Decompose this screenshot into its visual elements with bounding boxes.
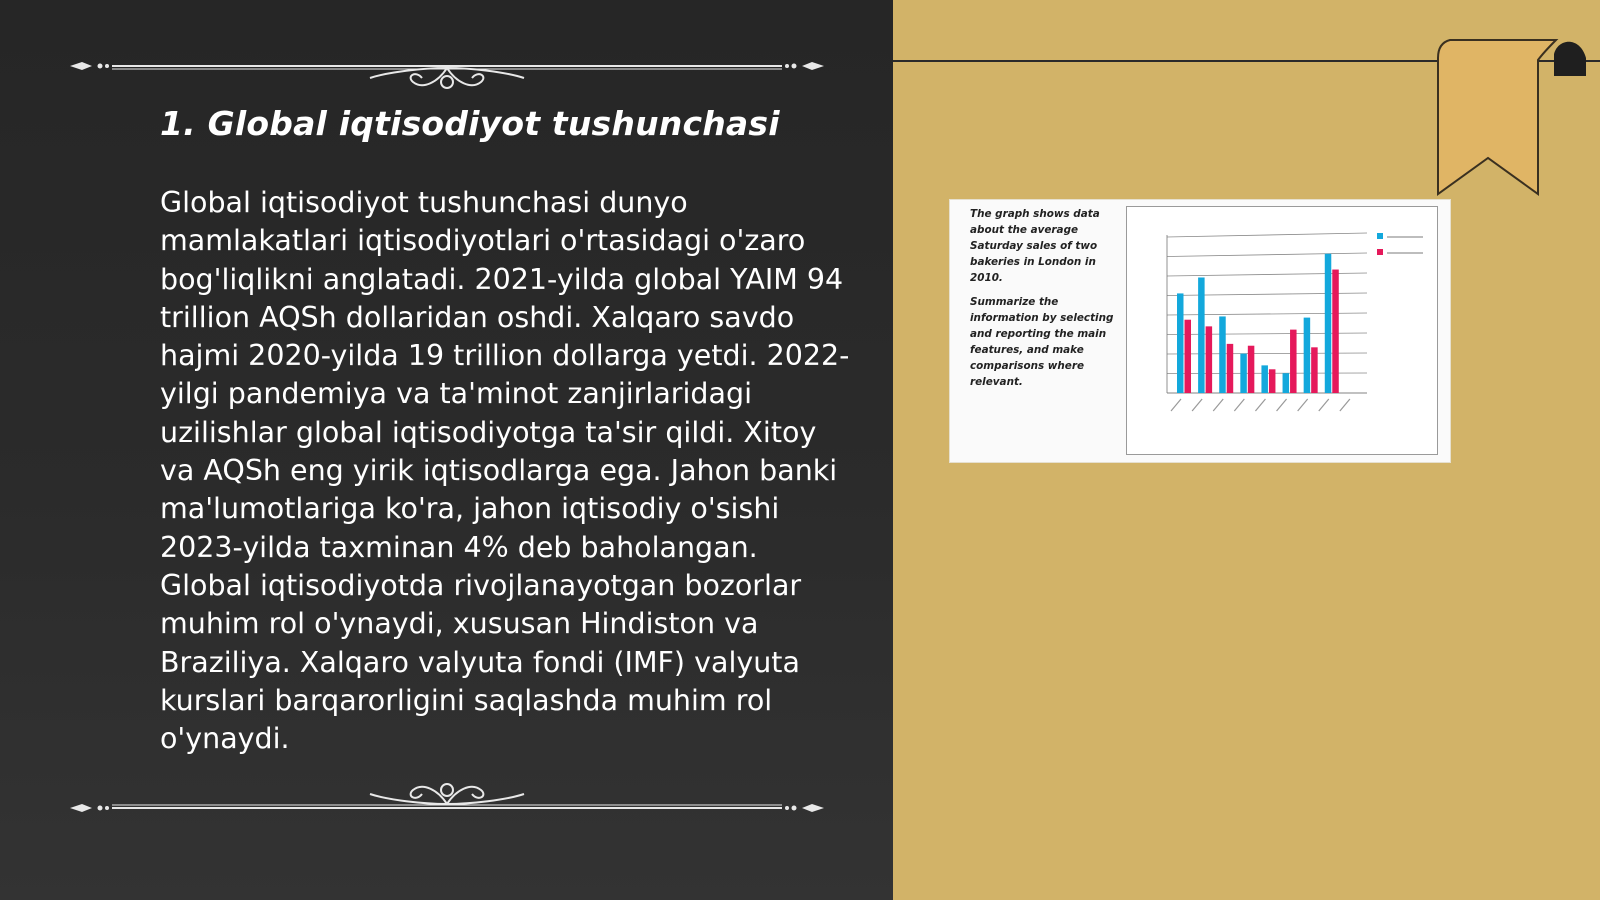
x-tick-label-mark: [1298, 399, 1308, 411]
ribbon-bookmark-icon: [1430, 36, 1590, 200]
chart-bar: [1198, 277, 1205, 393]
chart-bar: [1177, 293, 1184, 393]
x-tick-label-mark: [1340, 399, 1350, 411]
chart-bar: [1248, 346, 1255, 393]
gridline: [1167, 233, 1367, 237]
chart-bar: [1227, 344, 1234, 393]
chart-bar: [1332, 270, 1339, 393]
slide-title: 1. Global iqtisodiyot tushunchasi: [160, 104, 780, 143]
chart-bar: [1304, 318, 1311, 393]
figure-text: [970, 206, 1115, 398]
chart-bar: [1240, 354, 1247, 393]
ornament-top-icon: [68, 52, 826, 96]
x-tick-label-mark: [1171, 399, 1181, 411]
body-text: Global iqtisodiyot tushunchasi dunyo mamlakatlari iqtisodiyotlari o'rtasidagi o'zaro bog'liqlikni anglatadi. 2021-yilda global YAIM 94 trillion AQSh dollaridan oshdi. Xalqaro savdo hajmi 2020-yilda 19 trillion dollarga yetdi. 2022-yilgi pandemiya va ta'minot zanjirlaridagi uzilishlar global iqtisodiyotga ta'sir qildi. Xitoy va AQSh eng yirik iqtisodlarga ega. Jahon banki ma'lumotlariga ko'ra, jahon iqtisodiy o'sishi 2023-yilda taxminan 4% deb baholangan. Global iqtisodiyotda rivojlanayotgan bozorlar muhim rol o'ynaydi, xususan Hindiston va Braziliya. Xalqaro valyuta fondi (IMF) valyuta kurslari barqarorligini saqlashda muhim rol o'ynaydi.: [160, 186, 850, 756]
chart-bar: [1311, 347, 1318, 393]
chart-bar: [1219, 316, 1226, 393]
ornament-bottom-icon: [68, 776, 826, 820]
chart-bar: [1261, 365, 1268, 393]
x-tick-label-mark: [1277, 399, 1287, 411]
figure-instruction: Summarize the information by selecting and reporting the main features, and make comparisons where relevant.: [970, 296, 1114, 388]
x-tick-label-mark: [1255, 399, 1265, 411]
chart-bar: [1206, 326, 1213, 393]
chart-box: [1126, 206, 1438, 455]
figure-description: The graph shows data about the average Saturday sales of two bakeries in London in 2010.: [970, 208, 1100, 284]
chart-bar: [1269, 369, 1276, 393]
chart-figure: [950, 200, 1450, 462]
x-tick-label-mark: [1213, 399, 1223, 411]
x-tick-label-mark: [1192, 399, 1202, 411]
chart-bar: [1325, 254, 1332, 393]
gridline: [1167, 253, 1367, 257]
legend-swatch: [1377, 233, 1383, 239]
chart-bar: [1290, 330, 1297, 393]
x-tick-label-mark: [1234, 399, 1244, 411]
legend-swatch: [1377, 249, 1383, 255]
chart-bar: [1283, 373, 1290, 393]
bar-chart: [1127, 207, 1437, 454]
chart-bar: [1185, 320, 1192, 393]
x-tick-label-mark: [1319, 399, 1329, 411]
